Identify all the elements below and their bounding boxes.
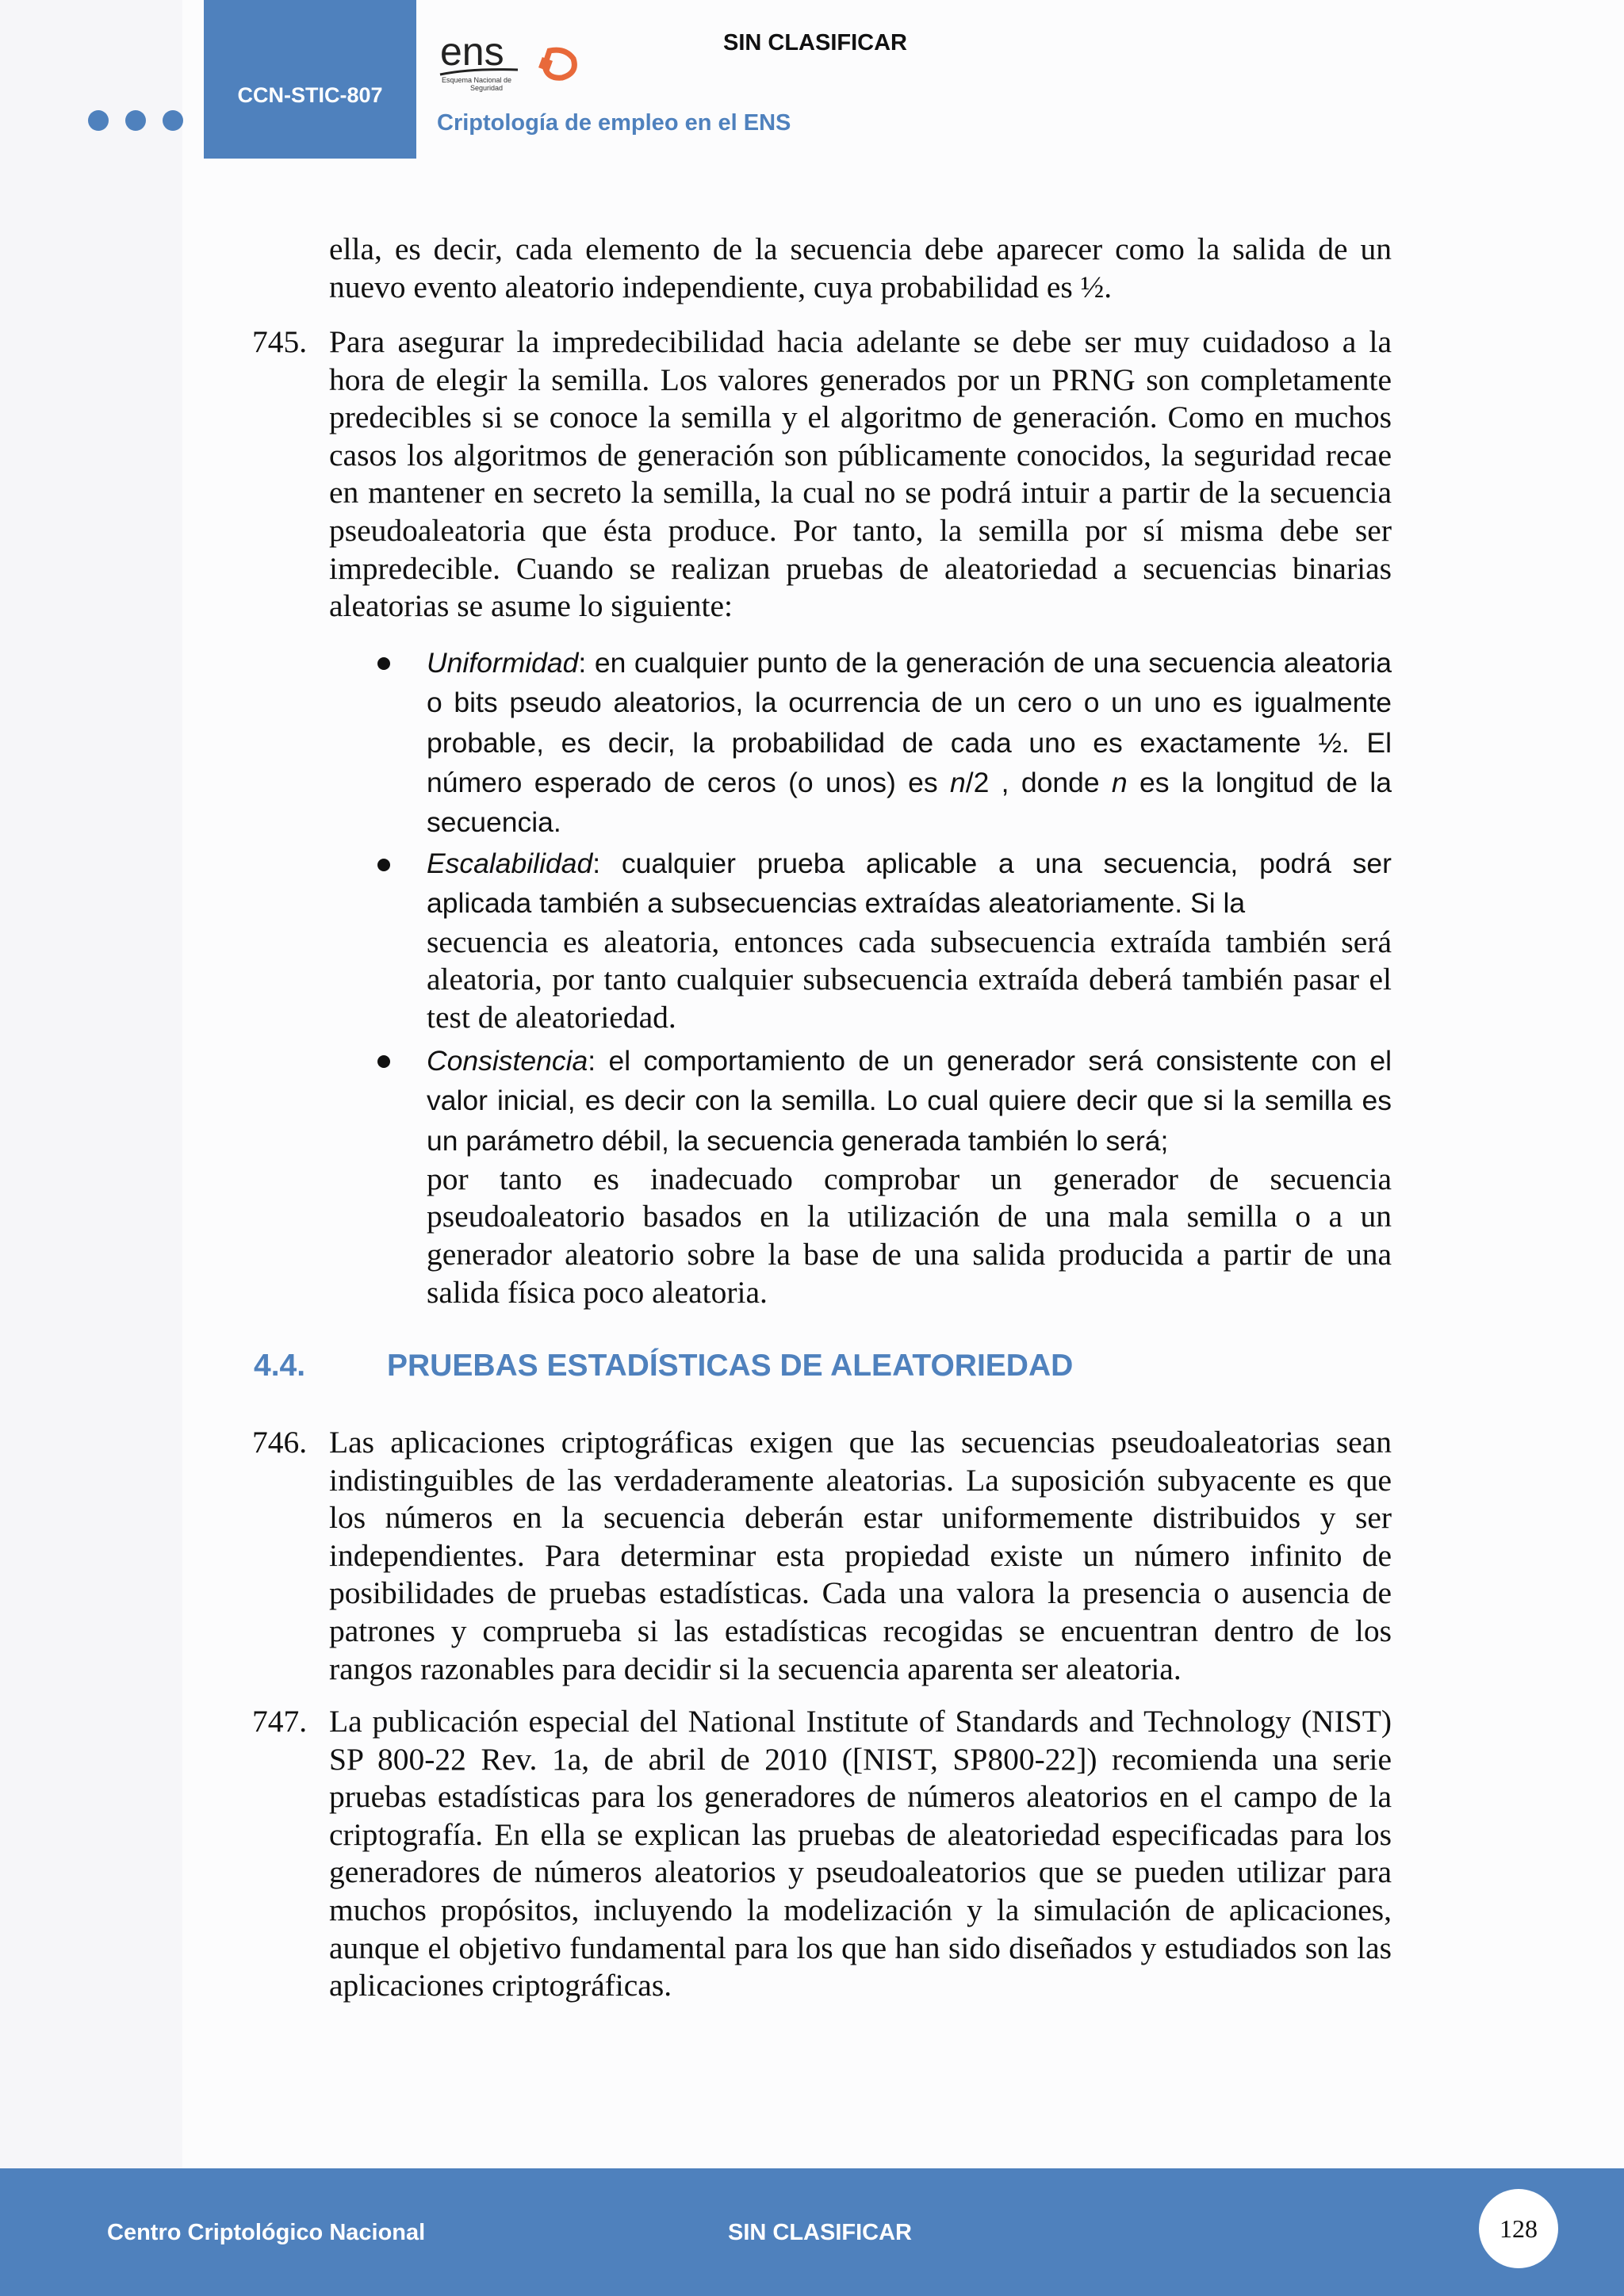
header-dot-icon (163, 110, 183, 131)
bullet-icon (377, 1055, 390, 1068)
paragraph-number: 745. (252, 324, 308, 359)
doc-code-box (204, 0, 416, 159)
header-classification: SIN CLASIFICAR (723, 30, 907, 55)
var-n: n (1111, 766, 1128, 798)
paragraph-746: Las aplicaciones criptográficas exigen que las secuencias pseudoaleatorias sean indistinguibles de las verdaderamente aleatorias. La suposición subyacente es que los números en la secuencia deberán estar uniformemente distribuidos y ser independientes. Para determinar esta propiedad existe un número infinito de posibilidades de pruebas estadísticas. Cada una valora la presencia o ausencia de patrones y comprueba si las estadísticas recogidas se encuentran dentro de los rangos razonables para decidir si la secuencia aparenta ser aleatoria. (329, 1425, 1392, 1686)
paragraph-number: 746. (252, 1425, 308, 1460)
bullet-icon (377, 657, 390, 670)
header-dot-icon (88, 110, 109, 131)
page-number-badge (1479, 2189, 1558, 2268)
bullet-text: : en cualquier punto de la generación de una secuencia aleatoria o bits pseudo aleatorios, la ocurrencia de un cero o un uno es igualmente probable, es decir, la probabilidad de cada uno es exactamente ½. El número esperado de ceros (o unos) es (427, 647, 1392, 798)
bullet-term: Escalabilidad (427, 848, 593, 879)
bullet-term: Consistencia (427, 1045, 588, 1077)
bullet-escalabilidad (427, 844, 1392, 1036)
bullet-text: es la longitud de la secuencia. (427, 766, 1392, 839)
bullet-icon (377, 859, 390, 871)
logo-text: ens (440, 29, 504, 74)
paragraph-745: Para asegurar la impredecibilidad hacia adelante se debe ser muy cuidadoso a la hora de elegir la semilla. Los valores generados por un PRNG son completamente predecibles si se conoce la semilla y el algoritmo de generación. Como en muchos casos los algoritmos de generación son públicamente conocidos, la seguridad recae en mantener en secreto la semilla, la cual no se podrá intuir a partir de la secuencia pseudoaleatoria que ésta produce. Por tanto, la semilla por sí misma debe ser impredecible. Cuando se realizan pruebas de aleatoriedad a secuencias binarias aleatorias se asume lo siguiente: (329, 324, 1392, 624)
bullet-text: por tanto es inadecuado comprobar un generador de secuencia pseudoaleatorio basados en la utilización de una mala semilla o a un generador aleatorio sobre la base de una salida producida a partir de una salida física poco aleatoria. (427, 1161, 1392, 1310)
footer-classification: SIN CLASIFICAR (728, 2220, 912, 2245)
bullet-consistencia (427, 1041, 1392, 1311)
bullet-uniformidad (427, 643, 1392, 842)
page-number: 128 (1500, 2214, 1538, 2243)
paragraph-continuation: ella, es decir, cada elemento de la secuencia debe aparecer como la salida de un nuevo evento aleatorio independiente, cuya probabilidad es ½. (329, 232, 1392, 304)
section-title: PRUEBAS ESTADÍSTICAS DE ALEATORIEDAD (387, 1349, 1074, 1383)
section-number: 4.4. (254, 1349, 306, 1383)
paragraph-747: La publicación especial del National Institute of Standards and Technology (NIST) SP 800-22 Rev. 1a, de abril de 2010 ([NIST, SP800-22]) recomienda una serie pruebas estadísticas para los generadores de números aleatorios en el campo de la criptografía. En ella se explican las pruebas de aleatoriedad especificadas para los generadores de números aleatorios y pseudoaleatorios que se pueden utilizar para muchos propósitos, incluyendo la modelización y la simulación de aplicaciones, aunque el objetivo fundamental para los que han sido diseñados y estudiados son las aplicaciones criptográficas. (329, 1704, 1392, 2003)
bullet-text: : el comportamiento de un generador será consistente con el valor inicial, es decir con la semilla. Lo cual quiere decir que si la semilla es un parámetro débil, la secuencia generada también lo será; (427, 1045, 1392, 1157)
paragraph-number: 747. (252, 1704, 308, 1739)
bullet-text: : cualquier prueba aplicable a una secuencia, podrá ser aplicada también a subsecuencias extraídas aleatoriamente. Si la (427, 848, 1392, 920)
header-dot-icon (125, 110, 146, 131)
bullet-term: Uniformidad (427, 647, 579, 679)
logo-caption-2: Seguridad (470, 84, 504, 92)
doc-code: CCN-STIC-807 (237, 82, 383, 107)
footer-organization: Centro Criptológico Nacional (107, 2220, 426, 2245)
header-subtitle: Criptología de empleo en el ENS (437, 110, 791, 136)
bullet-text: /2 , donde (965, 766, 1112, 798)
var-n: n (949, 766, 966, 798)
page-margin-shade (0, 0, 182, 2168)
ens-logo (439, 29, 581, 92)
logo-caption-1: Esquema Nacional de (442, 76, 512, 84)
bullet-text: secuencia es aleatoria, entonces cada subsecuencia extraída también será aleatoria, por tanto cualquier subsecuencia extraída deberá también pasar el test de aleatoriedad. (427, 924, 1392, 1035)
